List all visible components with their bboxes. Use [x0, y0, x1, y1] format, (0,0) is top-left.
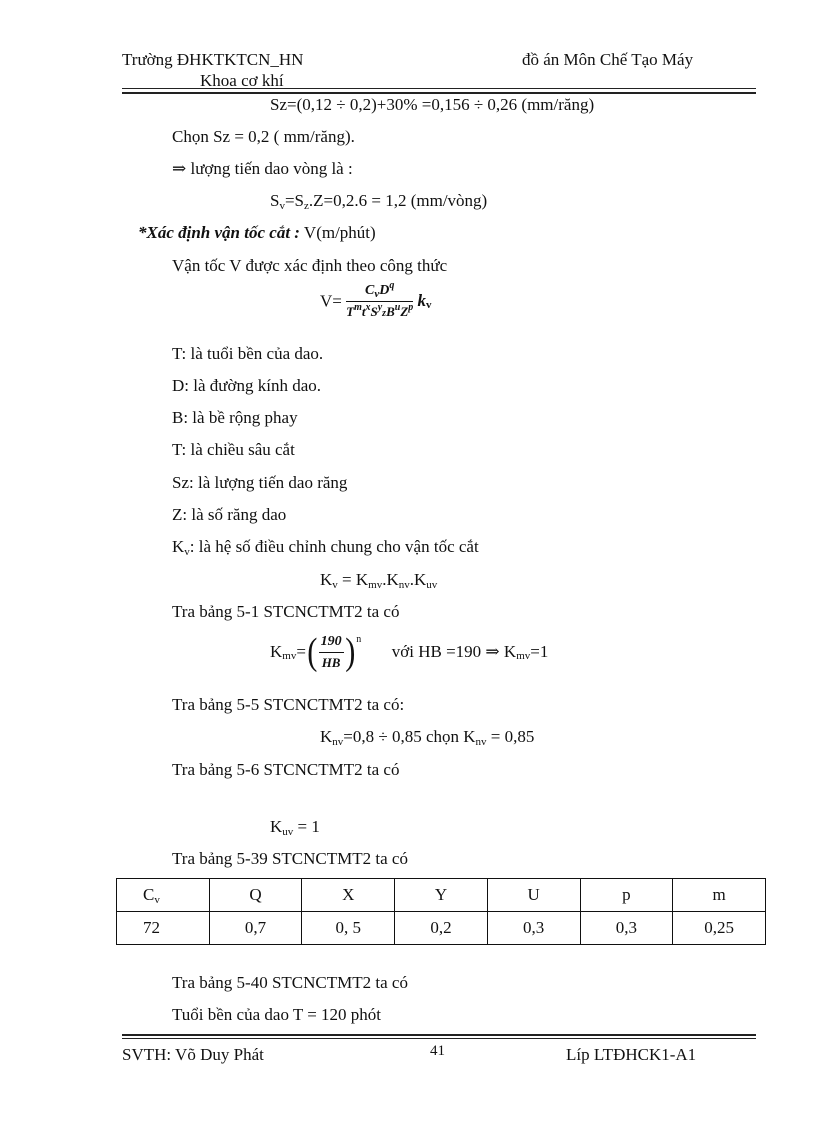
tra-bang-5-6: Tra bảng 5-6 STCNCTMT2 ta có — [172, 760, 400, 779]
header-rule-bottom — [122, 92, 756, 94]
table-header-cell: p — [580, 879, 673, 912]
table-cell: 0,25 — [673, 912, 766, 945]
table-row — [117, 912, 766, 945]
table-cell: 0,2 — [395, 912, 488, 945]
table-cell: 0,3 — [487, 912, 580, 945]
chon-sz: Chọn Sz = 0,2 ( mm/răng). — [172, 127, 355, 146]
tra-bang-5-1: Tra bảng 5-1 STCNCTMT2 ta có — [172, 602, 400, 621]
coefficient-table — [116, 878, 766, 945]
table-header-row — [117, 879, 766, 912]
def-b: B: là bề rộng phay — [172, 408, 298, 427]
table-cell: 0,3 — [580, 912, 673, 945]
def-z: Z: là số răng dao — [172, 505, 287, 524]
header-rule-top — [122, 88, 756, 89]
def-sz: Sz: là lượng tiến dao răng — [172, 473, 348, 492]
page-number: 41 — [430, 1043, 445, 1059]
header-school: Trường ĐHKTKTCN_HN — [122, 50, 304, 69]
def-kv: $K_v$: là hệ số điều chỉnh chung cho vận tốc cắt — [172, 537, 479, 558]
tra-bang-5-40: Tra bảng 5-40 STCNCTMT2 ta có — [172, 973, 408, 992]
def-t: T: là tuổi bền của dao. — [172, 344, 324, 363]
tra-bang-5-5: Tra bảng 5-5 STCNCTMT2 ta có: — [172, 695, 405, 714]
footer-student: SVTH: Võ Duy Phát — [122, 1045, 264, 1064]
footer-rule-bottom — [122, 1038, 756, 1039]
table-header-cell: Q — [209, 879, 302, 912]
def-t-depth: T: là chiều sâu cắt — [172, 440, 295, 459]
van-toc-intro: Vận tốc V được xác định theo công thức — [172, 256, 448, 275]
table-header-cell: X — [302, 879, 395, 912]
header-course: đồ án Môn Chế Tạo Máy — [522, 50, 694, 69]
tra-bang-5-39: Tra bảng 5-39 STCNCTMT2 ta có — [172, 849, 408, 868]
luong-tien-text: ⇒ lượng tiến dao vòng là : — [172, 159, 353, 178]
table-cell: 72 — [117, 912, 210, 945]
kmv-formula: $K_{mv}=$( $\frac{190}{HB}$ )$^n$ với HB =190 ⇒ $K_{mv}=1$ — [270, 631, 549, 673]
section-heading: *Xác định vận tốc cắt : V(m/phút) — [138, 223, 376, 242]
velocity-formula: V= $\frac{C_vD^q}{T^mt^xS^yzB^uZ^p}$ $k_v$ — [320, 280, 432, 319]
table-header-cell: m — [673, 879, 766, 912]
kuv-line: $K_{uv} = 1$ — [270, 817, 320, 838]
velocity-fraction: $\frac{C_vD^q}{T^mt^xS^yzB^uZ^p}$ — [346, 280, 414, 319]
footer-rule-top — [122, 1034, 756, 1036]
knv-line: $K_{nv}=0,8 \div 0,85$ chọn $K_{nv} = 0,85$ — [320, 727, 535, 748]
footer-class: Líp LTĐHCK1-A1 — [566, 1045, 697, 1064]
table-cell: 0, 5 — [302, 912, 395, 945]
table-header-cell: $C_v$ — [117, 879, 210, 912]
sz-line: Sz=(0,12 ÷ 0,2)+30% =0,156 ÷ 0,26 (mm/răng) — [270, 95, 595, 114]
def-d: D: là đường kính dao. — [172, 376, 321, 395]
table-cell: 0,7 — [209, 912, 302, 945]
table-header-cell: Y — [395, 879, 488, 912]
sv-line: $S_v=S_z.Z=0,2.6 = 1,2$ (mm/vòng) — [270, 191, 488, 212]
header-faculty: Khoa cơ khí — [200, 71, 284, 90]
tuoi-ben-line: Tuổi bền của dao T = 120 phót — [172, 1005, 382, 1024]
table-header-cell: U — [487, 879, 580, 912]
kv-formula: $K_v = K_{mv}.K_{nv}.K_{uv}$ — [320, 570, 438, 591]
